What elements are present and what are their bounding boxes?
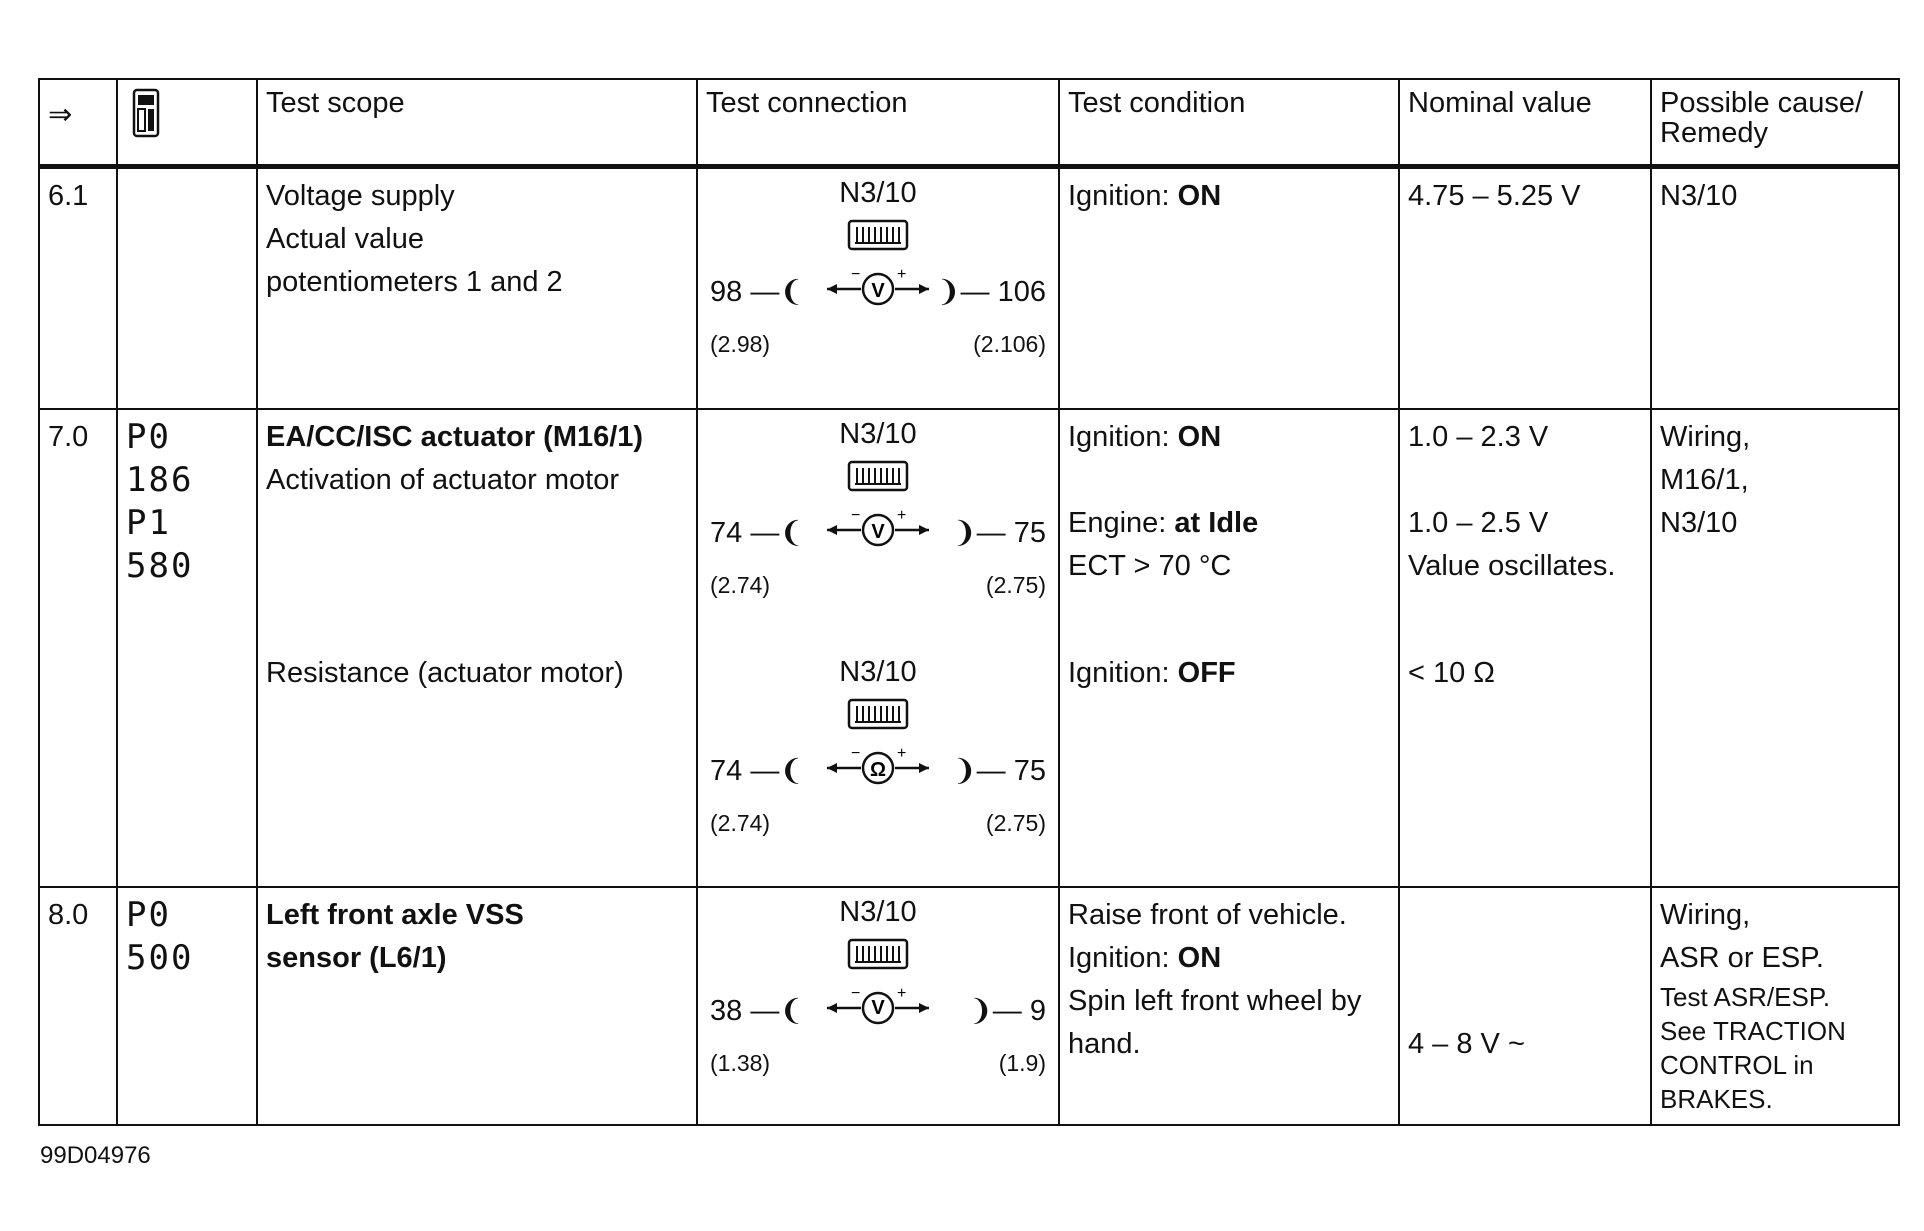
handheld-tester-icon [126, 88, 166, 138]
cause-line: ASR or ESP. [1660, 941, 1824, 974]
pin-right-ref: (2.106) [973, 331, 1046, 357]
dtc-cell [117, 167, 257, 409]
pin-right: ❩— 9 [968, 994, 1046, 1027]
ohmmeter-icon [823, 746, 933, 799]
scope-title: Left front axle VSS [266, 898, 524, 931]
svg-text:−: − [851, 267, 861, 283]
condition-line: Ignition: ON [1068, 941, 1222, 974]
dtc-cell [117, 409, 257, 887]
nominal-line: Value oscillates. [1408, 549, 1616, 582]
possible-cause-cell [1651, 887, 1899, 1125]
pin-left-ref: (2.74) [710, 809, 771, 836]
test-connection-cell [697, 409, 1059, 887]
test-scope-cell [257, 409, 697, 887]
pin-right-ref: (1.9) [998, 1049, 1046, 1076]
meter-symbol: Ω [869, 758, 887, 781]
possible-cause-cell: N3/10 [1651, 167, 1899, 409]
condition-line: Ignition: ON [1068, 420, 1222, 453]
condition-line: Ignition: OFF [1068, 656, 1236, 689]
table-row [39, 409, 1899, 887]
cause-line: Wiring, [1660, 420, 1751, 453]
svg-text:+: + [897, 985, 907, 1002]
pin-left: 38 —❨ [710, 994, 804, 1027]
multimeter-icon [823, 986, 933, 1039]
test-condition-cell [1059, 409, 1399, 887]
condition-line: ECT > 70 °C [1068, 549, 1232, 582]
scope-line: Resistance (actuator motor) [266, 656, 624, 689]
nominal-line: 1.0 – 2.5 V [1408, 506, 1549, 539]
table-row [39, 887, 1899, 1125]
test-scope-cell [257, 167, 697, 409]
scope-line: Activation of actuator motor [266, 463, 619, 496]
scope-title: EA/CC/ISC actuator (M16/1) [266, 420, 644, 453]
condition-line: Spin left front wheel by [1068, 984, 1362, 1017]
svg-text:+: + [897, 507, 907, 524]
svg-text:−: − [851, 507, 861, 524]
pin-left: 74 —❨ [710, 754, 804, 787]
nominal-line: < 10 Ω [1408, 656, 1495, 689]
multimeter-icon [823, 508, 933, 561]
connection-diagram [706, 894, 1050, 1094]
header-cause-line1: Possible cause/ [1660, 87, 1864, 119]
condition-line: hand. [1068, 1027, 1141, 1060]
cause-line: CONTROL in [1660, 1049, 1814, 1080]
step-number: 6.1 [39, 167, 117, 409]
connection-diagram [706, 654, 1050, 854]
ecu-connector-icon [847, 460, 909, 507]
test-connection-cell [697, 887, 1059, 1125]
ecu-connector-icon [847, 938, 909, 985]
test-condition-cell: Ignition: ON [1059, 167, 1399, 409]
pin-left: 98 —❨ [710, 276, 804, 308]
step-number: 7.0 [39, 409, 117, 887]
dtc-cell [117, 887, 257, 1125]
test-condition-cell [1059, 887, 1399, 1125]
connection-diagram [706, 175, 1050, 375]
svg-text:−: − [851, 985, 861, 1002]
module-label: N3/10 [839, 895, 917, 928]
cause-line: Test ASR/ESP. [1660, 981, 1831, 1012]
dtc-code: P0 186 [126, 416, 194, 500]
cause-line: Wiring, [1660, 898, 1751, 931]
dtc-code: P0 500 [126, 894, 194, 978]
meter-symbol: V [871, 996, 885, 1019]
tester-header [117, 79, 257, 167]
cause-line: See TRACTION [1660, 1015, 1846, 1046]
diagnostic-test-table [38, 78, 1900, 1126]
multimeter-icon [823, 267, 933, 320]
figure-id: 99D04976 [40, 1142, 151, 1169]
header-row [39, 79, 1899, 167]
pin-left-ref: (2.74) [710, 571, 771, 598]
pin-right: ❩— 106 [936, 276, 1046, 308]
connection-diagram [706, 416, 1050, 616]
cause-line: BRAKES. [1660, 1083, 1773, 1114]
pin-left: 74 —❨ [710, 516, 804, 549]
header-possible-cause [1651, 79, 1899, 167]
meter-symbol: V [871, 520, 885, 543]
scope-line: Voltage supply [266, 180, 455, 212]
pin-right: ❩— 75 [952, 516, 1046, 549]
svg-text:+: + [897, 267, 907, 283]
svg-text:+: + [897, 745, 907, 762]
meter-symbol: V [871, 280, 885, 302]
pin-left-ref: (1.38) [710, 1049, 771, 1076]
cause-line: M16/1, [1660, 463, 1749, 496]
table-row [39, 167, 1899, 409]
pin-right-ref: (2.75) [985, 809, 1046, 836]
condition-line: Raise front of vehicle. [1068, 898, 1347, 931]
pin-right: ❩— 75 [952, 754, 1046, 787]
module-label: N3/10 [839, 655, 917, 688]
cause-line: N3/10 [1660, 506, 1738, 539]
condition-line: Engine: at Idle [1068, 506, 1259, 539]
header-cause-line2: Remedy [1660, 117, 1768, 149]
scope-title: sensor (L6/1) [266, 941, 447, 974]
module-label: N3/10 [839, 177, 917, 209]
nominal-line: 4 – 8 V ~ [1408, 1027, 1525, 1060]
nominal-line: 1.0 – 2.3 V [1408, 420, 1549, 453]
nominal-value-cell [1399, 409, 1651, 887]
header-test-scope: Test scope [257, 79, 697, 167]
dtc-code: P1 580 [126, 502, 194, 586]
possible-cause-cell [1651, 409, 1899, 887]
ecu-connector-icon [847, 219, 909, 266]
scope-line: potentiometers 1 and 2 [266, 266, 563, 298]
nominal-value-cell: 4.75 – 5.25 V [1399, 167, 1651, 409]
header-nominal-value: Nominal value [1399, 79, 1651, 167]
svg-text:−: − [851, 745, 861, 762]
pin-right-ref: (2.75) [985, 571, 1046, 598]
step-number: 8.0 [39, 887, 117, 1125]
test-scope-cell [257, 887, 697, 1125]
scope-line: Actual value [266, 223, 424, 255]
module-label: N3/10 [839, 417, 917, 450]
test-connection-cell [697, 167, 1059, 409]
pin-left-ref: (2.98) [710, 331, 771, 357]
arrow-header: ⇒ [39, 79, 117, 167]
header-test-condition: Test condition [1059, 79, 1399, 167]
header-test-connection: Test connection [697, 79, 1059, 167]
nominal-value-cell [1399, 887, 1651, 1125]
ecu-connector-icon [847, 698, 909, 745]
